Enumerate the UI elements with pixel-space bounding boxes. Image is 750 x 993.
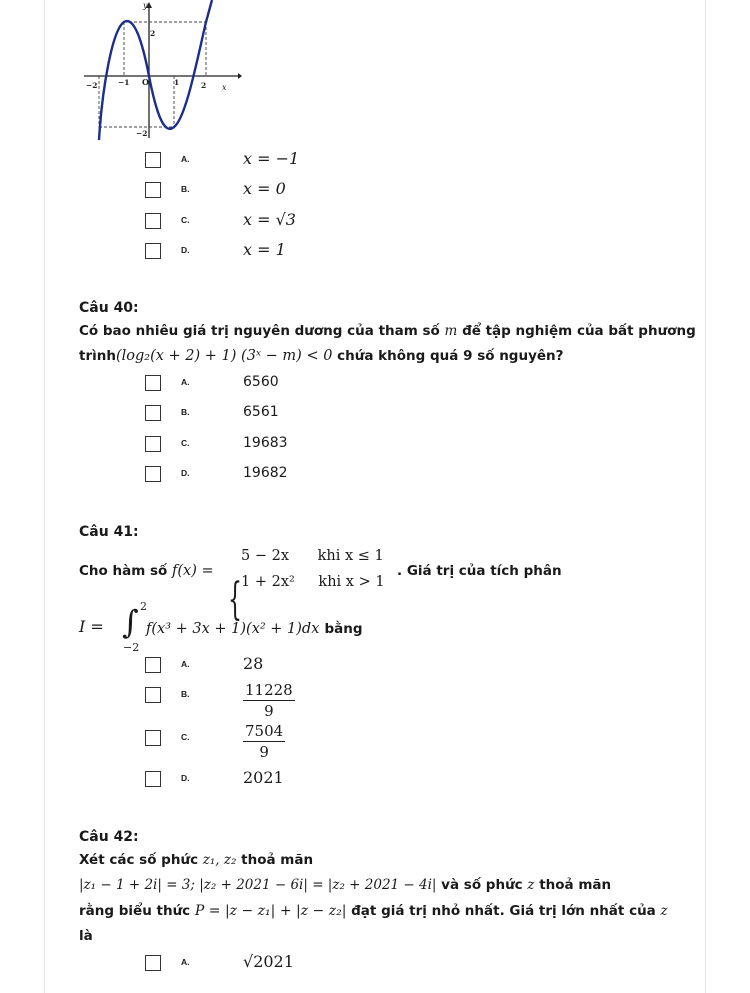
q41-integral: I =	[79, 617, 104, 636]
option-letter: D.	[181, 468, 190, 478]
tick-xneg1: −1	[118, 78, 130, 87]
checkbox[interactable]	[145, 182, 161, 198]
option-value: x = 1	[243, 240, 286, 259]
option-letter: B.	[181, 184, 190, 194]
tick-yneg2: −2	[136, 129, 148, 138]
option-letter: A.	[181, 957, 190, 967]
option-letter: A.	[181, 659, 190, 669]
tick-xneg2: −2	[86, 81, 98, 90]
checkbox[interactable]	[145, 405, 161, 421]
option-fraction: $\frac{11228}{9}$	[245, 681, 293, 720]
option-letter: B.	[181, 689, 190, 699]
y-label: y	[143, 1, 148, 10]
q41-intro: Cho hàm số f(x) =	[79, 563, 214, 579]
option-value: 19683	[243, 435, 288, 451]
q40-option-c[interactable]	[145, 436, 665, 456]
document-page	[44, 0, 706, 993]
option-value: x = −1	[243, 149, 300, 168]
checkbox[interactable]	[145, 730, 161, 746]
x-label: x	[222, 83, 227, 92]
option-letter: B.	[181, 407, 190, 417]
integral-sign: ∫	[122, 603, 139, 641]
checkbox[interactable]	[145, 771, 161, 787]
q41-title: Câu 41:	[79, 524, 139, 540]
option-value: 6561	[243, 404, 279, 420]
q41-after: . Giá trị của tích phân	[397, 563, 562, 579]
q39-option-d[interactable]	[145, 240, 665, 263]
tick-y2: 2	[150, 29, 156, 38]
checkbox[interactable]	[145, 466, 161, 482]
q39-option-c[interactable]	[145, 210, 665, 233]
q42-line2: |z₁ − 1 + 2i| = 3; |z₂ + 2021 − 6i| = |z₂ + 2021 − 4i| và số phức z thoả mãn	[79, 877, 612, 893]
q40-line1: Có bao nhiêu giá trị nguyên dương của tham số m để tập nghiệm của bất phương	[79, 323, 696, 339]
q41-integral-body: f(x³ + 3x + 1)(x² + 1)dx bằng	[146, 621, 363, 637]
q41-option-a[interactable]	[145, 654, 665, 677]
option-letter: C.	[181, 438, 190, 448]
integral-lower: −2	[123, 641, 140, 654]
q39-option-b[interactable]	[145, 179, 665, 202]
q40-line2: trình(log₂(x + 2) + 1) (3ˣ − m) < 0 chứa không quá 9 số nguyên?	[79, 348, 564, 364]
checkbox[interactable]	[145, 436, 161, 452]
cubic-graph-figure	[82, 0, 242, 140]
q42-title: Câu 42:	[79, 829, 139, 845]
q42-line3: rằng biểu thức P = |z − z₁| + |z − z₂| đạt giá trị nhỏ nhất. Giá trị lớn nhất của z	[79, 903, 668, 919]
option-value: x = √3	[243, 210, 296, 229]
checkbox[interactable]	[145, 687, 161, 703]
option-letter: A.	[181, 377, 190, 387]
option-value: 2021	[243, 768, 284, 787]
option-letter: D.	[181, 245, 190, 255]
q40-option-d[interactable]	[145, 466, 665, 486]
q40-option-b[interactable]	[145, 405, 665, 425]
q41-option-b[interactable]	[145, 681, 665, 720]
cubic-curve	[99, 0, 212, 140]
option-value: x = 0	[243, 179, 286, 198]
piecewise-brace: {	[228, 576, 242, 626]
tick-x1: 1	[174, 78, 180, 87]
q41-case1: 5 − 2x khi x ≤ 1	[241, 548, 384, 564]
q41-case2: 1 + 2x² khi x > 1	[241, 574, 385, 590]
option-value: √2021	[243, 952, 294, 971]
option-value: 28	[243, 654, 264, 673]
checkbox[interactable]	[145, 375, 161, 391]
checkbox[interactable]	[145, 152, 161, 168]
option-fraction: $\frac{7504}{9}$	[245, 722, 284, 761]
x-axis-arrow	[238, 73, 242, 79]
q42-line1: Xét các số phức z₁, z₂ thoả mãn	[79, 852, 314, 868]
q41-option-d[interactable]	[145, 768, 665, 791]
option-letter: C.	[181, 215, 190, 225]
option-value: 19682	[243, 465, 288, 481]
q39-option-a[interactable]	[145, 149, 665, 172]
origin-label: O	[142, 77, 149, 87]
checkbox[interactable]	[145, 213, 161, 229]
q41-option-c[interactable]	[145, 722, 665, 761]
option-letter: A.	[181, 154, 190, 164]
q40-title: Câu 40:	[79, 300, 139, 316]
checkbox[interactable]	[145, 955, 161, 971]
option-letter: C.	[181, 732, 190, 742]
option-letter: D.	[181, 773, 190, 783]
q40-option-a[interactable]	[145, 375, 665, 395]
checkbox[interactable]	[145, 243, 161, 259]
q42-line4: là	[79, 928, 93, 944]
integral-upper: 2	[140, 600, 147, 613]
q42-option-a[interactable]	[145, 952, 665, 975]
tick-x2: 2	[201, 81, 207, 90]
checkbox[interactable]	[145, 657, 161, 673]
option-value: 6560	[243, 374, 279, 390]
